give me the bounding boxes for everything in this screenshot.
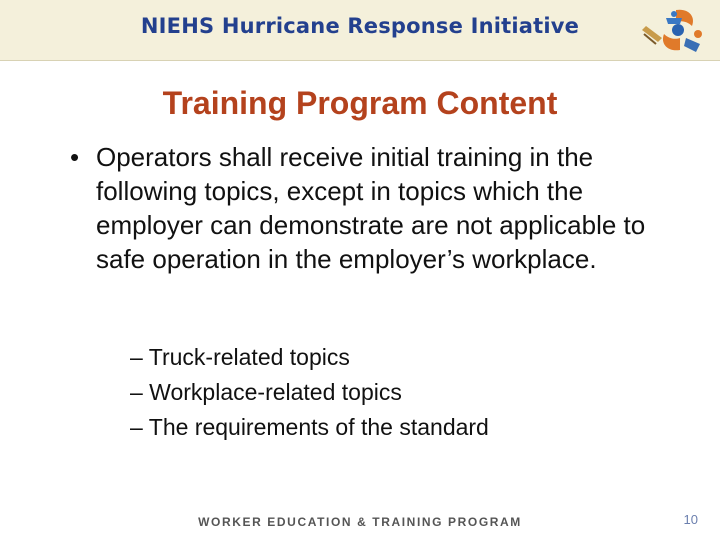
header-title: NIEHS Hurricane Response Initiative: [140, 14, 580, 38]
footer-program-name: WORKER EDUCATION & TRAINING PROGRAM: [198, 515, 522, 529]
slide-title: Training Program Content: [162, 85, 558, 121]
sub-bullet-item: – The requirements of the standard: [130, 414, 489, 440]
sub-bullet-item: – Workplace-related topics: [130, 379, 402, 405]
main-bullet: [70, 140, 670, 276]
bullet-icon: •: [70, 142, 80, 172]
page-number: 10: [683, 512, 698, 527]
header-banner: [0, 0, 720, 61]
sub-bullet-item: – Truck-related topics: [130, 344, 350, 370]
sub-bullet-list: [130, 340, 650, 445]
main-bullet-text: Operators shall receive initial training in the following topics, except in topics which the employer can demonstrate are not applicable to safe operation in the employer’s workplace.: [96, 142, 646, 274]
hurricane-response-logo-icon: [636, 4, 706, 56]
